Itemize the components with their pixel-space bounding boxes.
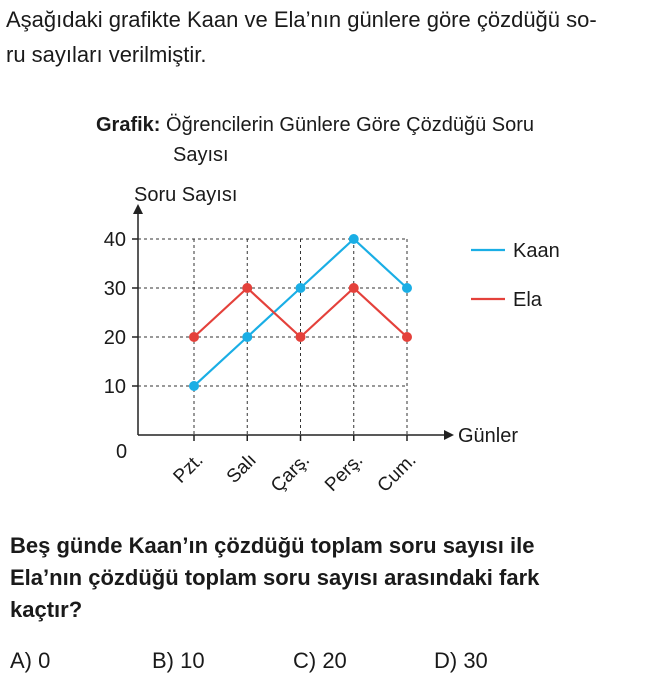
chart-title-line-1: Öğrencilerin Günlere Göre Çözdüğü Soru [166,114,534,136]
grid-lines [138,239,408,435]
y-tick-label: 10 [103,376,126,398]
option-a[interactable]: A) 0 [10,648,51,673]
intro-line-1: Aşağıdaki grafikte Kaan ve Ela’nın günlere göre çözdüğü so- [6,7,597,32]
x-tick-label: Pzt. [169,449,208,488]
x-axis-label: Günler [458,425,519,447]
question-line-1: Beş günde Kaan’ın çözdüğü toplam soru sayısı ile [10,533,535,558]
legend-label: Ela [513,289,542,311]
question-text [10,530,650,626]
x-axis-arrow [444,430,454,440]
origin-label: 0 [116,441,128,463]
data-point-kaan [242,332,252,342]
x-tick-label: Perş. [321,449,368,496]
x-ticks [170,435,421,497]
chart-title-line-2: Sayısı [173,144,229,166]
y-axis-label: Soru Sayısı [134,184,238,206]
chart-title-label: Grafik: [96,114,161,136]
x-tick-label: Cum. [373,449,421,497]
intro-line-2: ru sayıları verilmiştir. [6,42,207,67]
x-tick-label: Çarş. [267,449,315,497]
data-point-ela [296,332,306,342]
option-d[interactable]: D) 30 [434,648,488,673]
option-b[interactable]: B) 10 [152,648,205,673]
y-ticks [104,229,138,398]
legend-label: Kaan [513,240,560,262]
x-tick-label: Salı [222,449,261,488]
data-point-ela [402,332,412,342]
axes [116,184,518,463]
option-c[interactable]: C) 20 [293,648,347,673]
data-point-ela [349,283,359,293]
data-point-ela [242,283,252,293]
y-tick-label: 40 [103,229,126,251]
data-point-kaan [296,283,306,293]
question-line-2: Ela’nın çözdüğü toplam soru sayısı arasındaki fark [10,565,540,590]
data-point-kaan [402,283,412,293]
legend [471,240,560,311]
data-point-kaan [189,381,199,391]
data-point-kaan [349,234,359,244]
y-tick-label: 30 [103,278,126,300]
y-tick-label: 20 [103,327,126,349]
data-point-ela [189,332,199,342]
question-line-3: kaçtır? [10,597,83,622]
